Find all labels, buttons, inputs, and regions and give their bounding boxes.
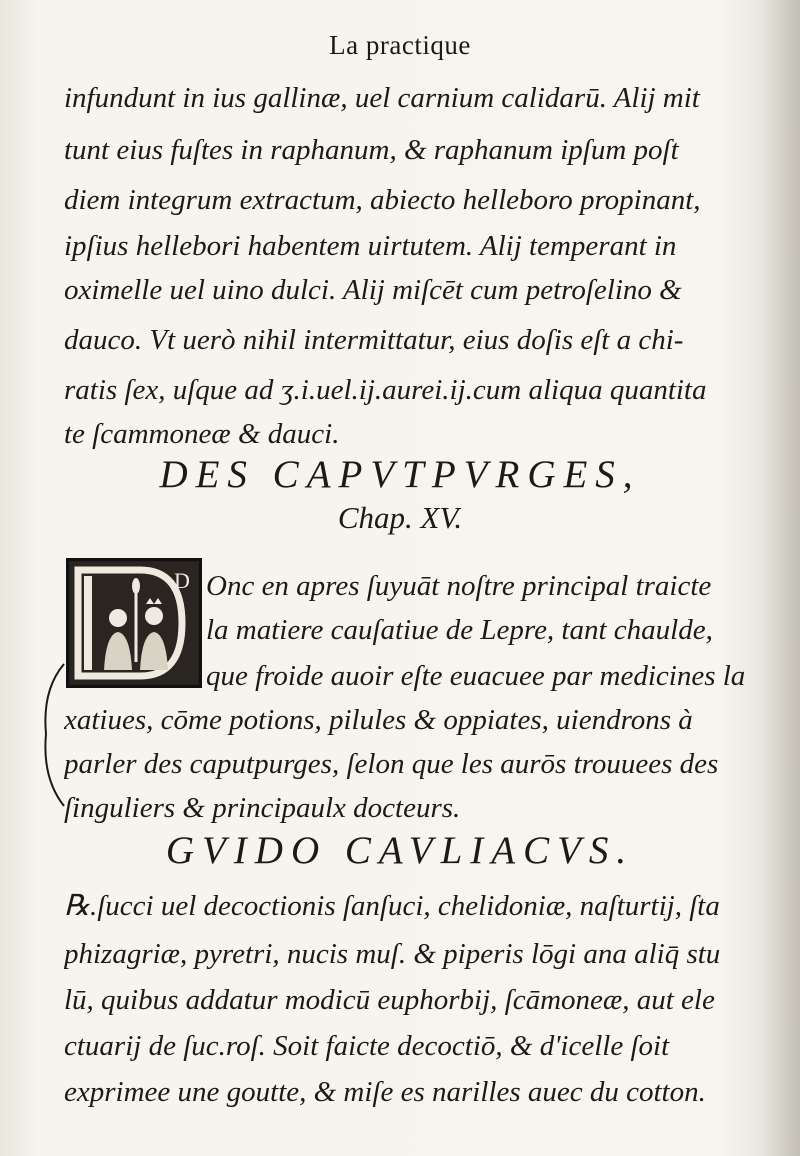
- text-line: te ſcammoneæ & dauci.: [64, 418, 340, 450]
- text-line: parler des caputpurges, ſelon que les aurōs trouuees des: [64, 748, 719, 780]
- text-line: xatiues, cōme potions, pilules & oppiates, uiendrons à: [64, 704, 693, 736]
- text-line: infundunt in ius gallinæ, uel carnium calidarū. Alij mit: [64, 82, 700, 114]
- text-line: tunt eius fuſtes in raphanum, & raphanum ipſum poſt: [64, 134, 679, 166]
- recipe-line: ctuarij de ſuc.roſ. Soit faicte decoctiō, & d'icelle ſoit: [64, 1030, 670, 1062]
- section-heading: DES CAPVTPVRGES,: [159, 453, 641, 496]
- text-line: ratis ſex, uſque ad ʒ.i.uel.ij.aurei.ij.cum aliqua quantita: [64, 374, 707, 406]
- decorated-initial: [66, 558, 202, 688]
- text-line: diem integrum extractum, abiecto helleboro propinant,: [64, 184, 701, 216]
- text-line: ipſius hellebori habentem uirtutem. Alij temperant in: [64, 230, 677, 262]
- text-line: que froide auoir eſte euacuee par medicines la: [206, 660, 746, 692]
- recipe-line: exprimee une goutte, & miſe es narilles auec du cotton.: [64, 1076, 706, 1108]
- initial-illustration: [70, 562, 198, 684]
- text-line: la matiere cauſatiue de Lepre, tant chaulde,: [206, 614, 713, 646]
- text-line: ſinguliers & principaulx docteurs.: [64, 792, 461, 824]
- recipe-line: lū, quibus addatur modicū euphorbij, ſcāmoneæ, aut ele: [64, 984, 715, 1016]
- author-heading: GVIDO CAVLIACVS.: [165, 829, 635, 872]
- chapter-label: Chap. XV.: [337, 500, 463, 535]
- recipe-line: phizagriæ, pyretri, nucis muſ. & piperis lōgi ana aliq̄ stu: [64, 938, 721, 970]
- running-head: La practique: [329, 30, 471, 60]
- text-line: oximelle uel uino dulci. Alij miſcēt cum petroſelino &: [64, 274, 682, 306]
- text-line: Onc en apres ſuyuāt noſtre principal traicte: [206, 570, 712, 602]
- text-line: dauco. Vt uerò nihil intermittatur, eius doſis eſt a chi-: [64, 324, 684, 356]
- initial-letter: D: [174, 568, 190, 593]
- recipe-line: ℞.ſucci uel decoctionis ſanſuci, chelidoniæ, naſturtij, ſta: [64, 890, 720, 922]
